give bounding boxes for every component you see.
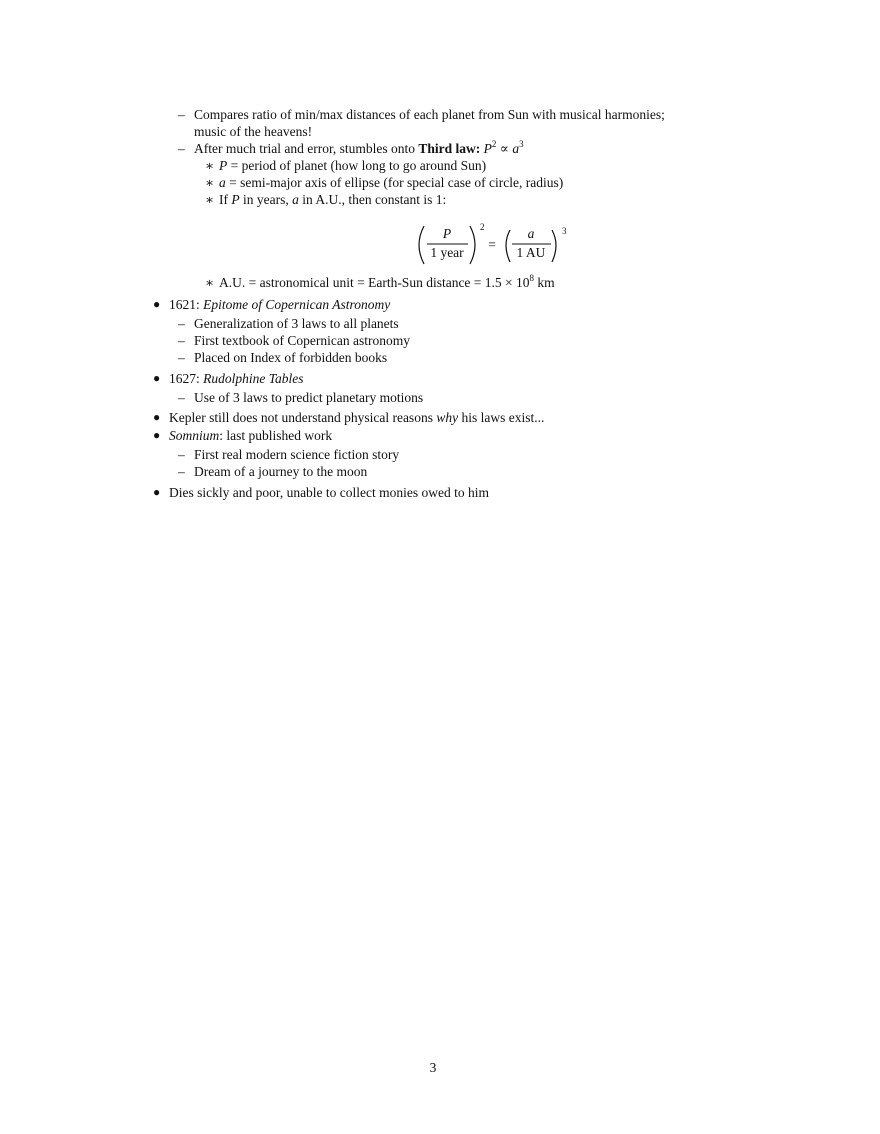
text-line: music of the heavens! [194,124,313,139]
dash-marker: – [178,316,185,331]
text-line [219,274,555,291]
dash-marker: – [178,447,185,462]
kepler-third-law-formula [412,220,582,270]
text-segment: 1621: [169,297,204,312]
text-line: Generalization of 3 laws to all planets [194,316,399,331]
exponent: 8 [529,273,535,283]
right-paren [470,226,475,264]
text-segment: km [534,275,555,290]
fraction-numerator: a [527,226,535,241]
exponent: 2 [491,139,497,149]
dash-marker: – [178,350,185,365]
fraction-denominator: 1 AU [516,245,546,260]
text-segment: 1627: [169,371,204,386]
math-var: a [512,141,520,156]
star-marker: ∗ [205,192,215,207]
proportional-symbol: ∝ [496,141,513,156]
third-law-label: Third law: [418,141,481,156]
text-segment: in A.U., then constant is 1: [298,192,447,207]
dash-marker: – [178,107,185,122]
page-number: 3 [429,1060,437,1075]
exponent: 3 [562,226,567,236]
text-line: Compares ratio of min/max distances of each planet from Sun with musical harmonies; [194,107,665,122]
text-segment: his laws exist... [458,410,545,425]
text-line [219,191,446,208]
star-marker: ∗ [205,158,215,173]
bullet-marker: ● [153,428,161,442]
dash-marker: – [178,141,185,156]
text-line [194,140,524,157]
right-paren [552,230,556,262]
text-line: First real modern science fiction story [194,447,400,462]
text-line [169,296,390,313]
book-title: Somnium [169,428,220,443]
dash-marker: – [178,390,185,405]
exponent: 2 [480,222,485,232]
text-line: First textbook of Copernican astronomy [194,333,410,348]
emphasis: why [436,410,459,425]
left-paren [419,226,424,264]
bullet-marker: ● [153,297,161,311]
text-segment: A.U. = astronomical unit = Earth-Sun distance = 1.5 × 10 [219,275,530,290]
book-title: Epitome of Copernican Astronomy [203,297,391,312]
book-title: Rudolphine Tables [203,371,304,386]
dash-marker: – [178,464,185,479]
text-line: Use of 3 laws to predict planetary motions [194,390,424,405]
text-line [219,174,563,191]
text-segment: If [219,192,232,207]
text-line: Dies sickly and poor, unable to collect monies owed to him [169,485,490,500]
text-line [169,427,332,444]
star-marker: ∗ [205,175,215,190]
exponent: 3 [519,139,524,149]
text-segment: Kepler still does not understand physical reasons [169,410,437,425]
math-var: P [231,192,240,207]
text-segment: = semi-major axis of ellipse (for special case of circle, radius) [225,175,564,190]
text-segment: After much trial and error, stumbles onto [194,141,419,156]
star-marker: ∗ [205,275,215,290]
text-line [169,370,304,387]
left-paren [506,230,510,262]
bullet-marker: ● [153,485,161,499]
text-segment: : last published work [219,428,333,443]
math-var: P [483,141,492,156]
fraction-denominator: 1 year [430,245,464,260]
math-var: a [292,192,299,207]
text-line [169,409,544,426]
bullet-marker: ● [153,371,161,385]
text-line: Dream of a journey to the moon [194,464,368,479]
math-var: P [219,158,228,173]
dash-marker: – [178,333,185,348]
bullet-marker: ● [153,410,161,424]
text-segment: in years, [239,192,293,207]
equals-sign: = [488,237,496,252]
text-line [219,157,486,174]
text-segment: = period of planet (how long to go around Sun) [227,158,487,173]
text-line: Placed on Index of forbidden books [194,350,388,365]
fraction-numerator: P [442,226,452,241]
math-var: a [219,175,226,190]
